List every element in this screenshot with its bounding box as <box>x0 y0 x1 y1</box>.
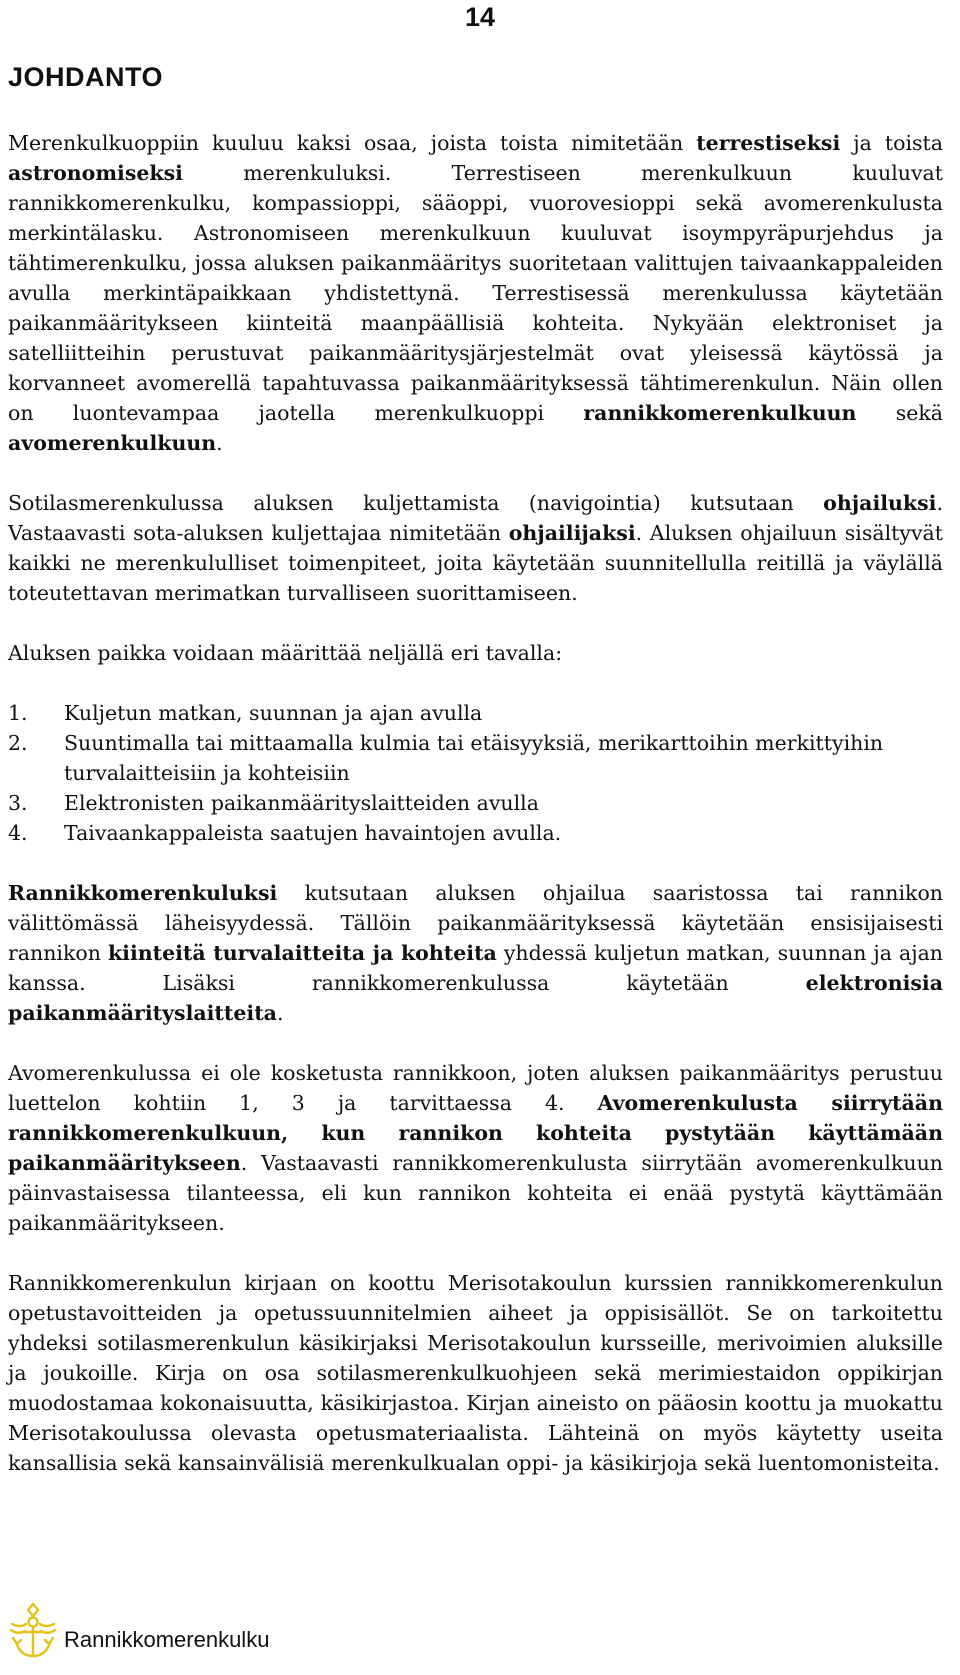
emphasized-term: avomerenkulkuun <box>8 431 217 455</box>
emphasized-term: terrestiseksi <box>696 131 841 155</box>
body-text <box>8 128 943 1508</box>
emphasized-term: rannikkomerenkulkuun <box>583 401 857 425</box>
text-run: merenkuluksi. Terrestiseen merenkulkuun kuuluvat rannikkomerenkulku, kompassioppi, sääoppi, vuorovesioppi sekä avomerenkulusta merkintälasku. Astronomiseen merenkulkuun kuuluvat isoympyräpurjehdus ja tähtimerenkulku, jossa aluksen paikanmääritys suoritetaan valittujen taivaankappaleiden avulla merkintäpaikkaan yhdistettynä. Terrestisessä merenkulussa käytetään paikanmääritykseen kiinteitä maanpäällisiä kohteita. Nykyään elektroniset ja satelliitteihin perustuvat paikanmääritysjärjestelmät ovat yleisessä käytössä ja korvanneet avomerellä tapahtuvassa paikanmäärityksessä tähtimerenkulun. Näin ollen on luontevampaa jaotella merenkulkuoppi <box>8 161 943 425</box>
text-run: Aluksen paikka voidaan määrittää neljällä eri tavalla: <box>8 641 563 665</box>
text-run: sekä <box>856 401 943 425</box>
text-run: yhdessä kuljetun matkan, suunnan ja ajan kanssa. Lisäksi rannikkomerenkulussa käytetään <box>8 941 944 995</box>
list-item: 2. Suuntimalla tai mittaamalla kulmia tai etäisyyksiä, merikarttoihin merkittyihin turvalaitteisiin ja kohteisiin <box>8 731 884 785</box>
text-run: Avomerenkulussa ei ole kosketusta rannikkoon, joten aluksen paikanmääritys perustuu luettelon kohtiin 1, 3 ja tarvittaessa 4. <box>8 1061 943 1115</box>
text-run: . Vastaavasti sota-aluksen kuljettajaa nimitetään <box>8 491 943 545</box>
text-run: . Vastaavasti rannikkomerenkulusta siirrytään avomerenkulkuun päinvastaisessa tilanteessa, eli kun rannikon kohteita ei enää pystytä käyttämään paikanmääritykseen. <box>8 1151 943 1235</box>
emphasized-term: elektronisia paikanmäärityslaitteita <box>8 971 943 1025</box>
positioning-methods-list <box>8 698 943 848</box>
paragraph <box>8 128 943 458</box>
text-run: . Aluksen ohjailuun sisältyvät kaikki ne merenkululliset toimenpiteet, joita käytetään suunnitellulla reitillä ja väylällä toteutettavan merimatkan turvalliseen suorittamiseen. <box>8 521 943 605</box>
emphasized-term: astronomiseksi <box>8 161 183 185</box>
emphasized-term: Avomerenkulusta siirrytään rannikkomerenkulkuun, kun rannikon kohteita pystytään käyttämään paikanmääritykseen <box>8 1091 943 1175</box>
footer <box>8 1600 269 1662</box>
text-run: . <box>276 1001 284 1025</box>
paragraph <box>8 1268 943 1478</box>
navy-anchor-emblem-icon <box>8 1600 58 1662</box>
text-run: Merenkulkuoppiin kuuluu kaksi osaa, joista toista nimitetään <box>8 131 697 155</box>
paragraph <box>8 1058 943 1238</box>
text-run: ja toista <box>840 131 943 155</box>
emphasized-term: kiinteitä turvalaitteita ja kohteita <box>107 941 497 965</box>
paragraph <box>8 878 943 1028</box>
footer-book-title: Rannikkomerenkulku <box>64 1627 270 1652</box>
emphasized-term: Rannikkomerenkuluksi <box>8 881 278 905</box>
emphasized-term: ohjailuksi <box>823 491 937 515</box>
emphasized-term: ohjailijaksi <box>508 521 636 545</box>
text-run: Sotilasmerenkulussa aluksen kuljettamista (navigointia) kutsutaan <box>8 491 824 515</box>
text-run: . <box>216 431 223 455</box>
section-heading: JOHDANTO <box>8 62 164 92</box>
list-item: 1. Kuljetun matkan, suunnan ja ajan avulla <box>8 701 483 725</box>
text-run: Rannikkomerenkulun kirjaan on koottu Merisotakoulun kurssien rannikkomerenkulun opetustavoitteiden ja opetussuunnitelmien aiheet ja oppisisällöt. Se on tarkoitettu yhdeksi sotilasmerenkulun käsikirjaksi Merisotakoulun kursseille, merivoimien aluksille ja joukoille. Kirja on osa sotilasmerenkulkuohjeen sekä merimiestaidon oppikirjan muodostamaa kokonaisuutta, käsikirjastoa. Kirjan aineisto on pääosin koottu ja muokattu Merisotakoulussa olevasta opetusmateriaalista. Lähteinä on myös käytetty useita kansallisia sekä kansainvälisiä merenkulkualan oppi- ja käsikirjoja sekä luentomonisteita. <box>8 1271 943 1475</box>
page-number: 14 <box>464 2 496 32</box>
text-run: kutsutaan aluksen ohjailua saaristossa tai rannikon välittömässä läheisyydessä. Tällöin paikanmäärityksessä käytetään ensisijaisesti rannikon <box>8 881 943 965</box>
list-item: 3. Elektronisten paikanmäärityslaitteiden avulla <box>8 791 539 815</box>
list-item: 4. Taivaankappaleista saatujen havaintojen avulla. <box>8 821 562 845</box>
paragraph <box>8 638 943 668</box>
paragraph <box>8 488 943 608</box>
